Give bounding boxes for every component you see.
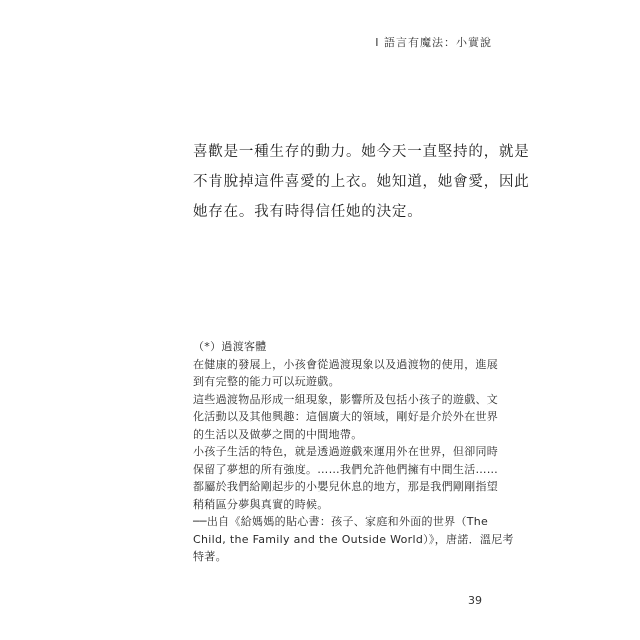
- footnote-line: 的生活以及做夢之間的中間地帶。: [193, 427, 363, 441]
- paragraph-line: 她存在。我有時得信任她的決定。: [193, 204, 423, 220]
- paragraph-line: 不肯脫掉這件喜愛的上衣。她知道，她會愛，因此: [193, 174, 530, 190]
- footnote-line: 在健康的發展上，小孩會從過渡現象以及過渡物的使用，進展: [193, 357, 499, 371]
- footnote-line: Child, the Family and the Outside World）》，唐諾．溫尼考: [193, 532, 514, 546]
- footnote-line: 特著。: [193, 550, 227, 563]
- footnote-line: 化活動以及其他興趣：這個廣大的領域，剛好是介於外在世界: [193, 410, 499, 423]
- footnote-line: 稍稍區分夢與真實的時候。: [193, 497, 329, 511]
- footnote-line: ──出自《給媽媽的貼心書：孩子、家庭和外面的世界（The: [193, 515, 489, 528]
- footnote-line: 到有完整的能力可以玩遊戲。: [193, 375, 340, 388]
- paragraph-line: 喜歡是一種生存的動力。她今天一直堅持的，就是: [193, 144, 530, 160]
- running-header: I 語言有魔法：小實說: [375, 36, 492, 49]
- footnote-line: 都屬於我們給剛起步的小嬰兒休息的地方，那是我們剛剛指望: [193, 480, 499, 493]
- footnote-line: 小孩子生活的特色，就是透過遊戲來運用外在世界，但卻同時: [193, 445, 499, 458]
- footnote-line: 保留了夢想的所有強度。……我們允許他們擁有中間生活……: [193, 462, 499, 476]
- page-number: 39: [468, 594, 482, 607]
- main-paragraph: [193, 137, 530, 227]
- footnote-title: （*）過渡客體: [193, 340, 267, 353]
- footnote: [193, 338, 514, 566]
- footnote-line: 這些過渡物品形成一組現象，影響所及包括小孩子的遊戲、文: [193, 392, 499, 406]
